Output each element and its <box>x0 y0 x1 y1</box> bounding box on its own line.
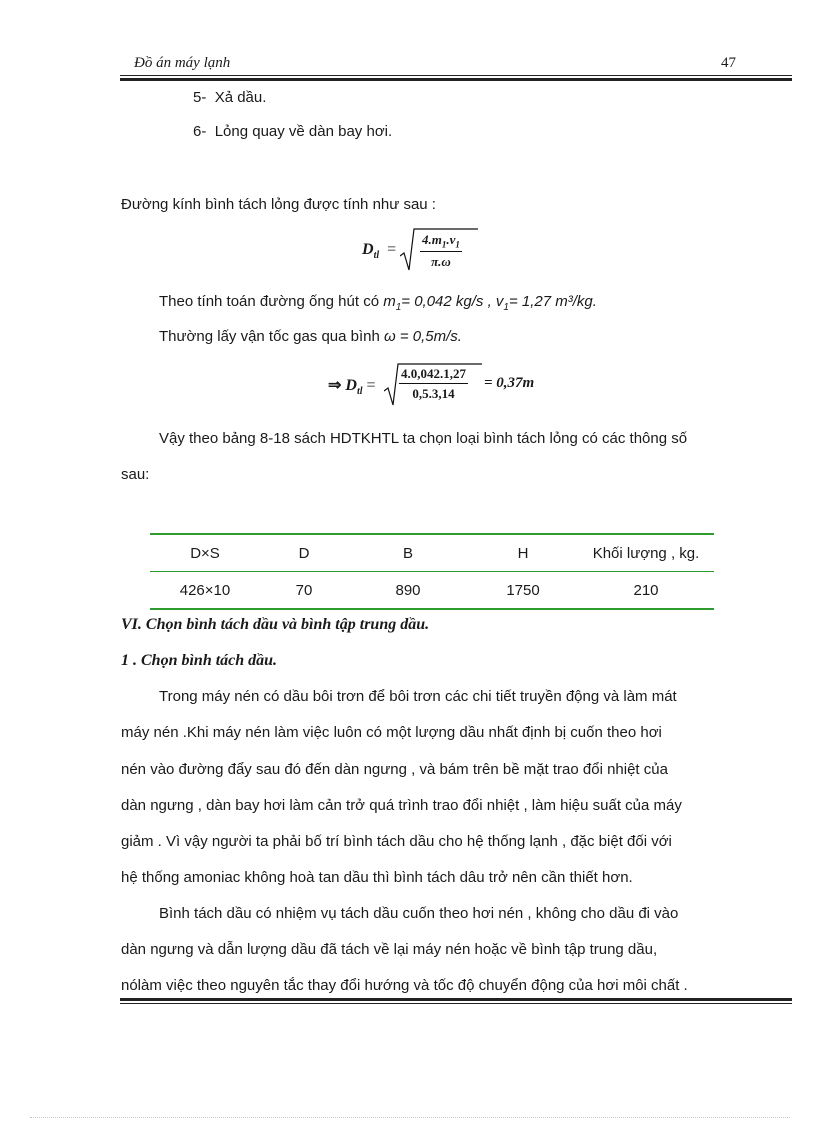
footer-rule-thin <box>120 1003 792 1004</box>
section-heading-vi: VI. Chọn bình tách dầu và bình tập trung dầu. <box>121 616 430 633</box>
list-item <box>193 89 266 106</box>
formula1-lhs: D <box>362 241 374 258</box>
calc-line-2-text: Thường lấy vận tốc gas qua bình <box>159 328 385 345</box>
selection-text-line-1: Vậy theo bảng 8-18 sách HDTKHTL ta chọn loại bình tách lỏng có các thông số <box>159 430 688 447</box>
table-cell: 1750 <box>468 572 578 610</box>
header-rule-thick <box>120 78 792 81</box>
formula2-fraction <box>399 366 468 402</box>
table-header-cell: H <box>468 534 578 572</box>
calc-line-1-text: Theo tính toán đường ống hút có <box>159 293 384 310</box>
formula1-denominator: π.ω <box>431 253 451 269</box>
v-subscript: 1 <box>503 302 509 313</box>
table-header-row <box>150 534 714 572</box>
paragraph-1-line: giảm . Vì vậy người ta phải bố trí bình tách dầu cho hệ thống lạnh , đặc biệt đối với <box>121 833 672 850</box>
formula1-num-sub1: 1 <box>441 239 447 250</box>
list-item-text: Xả dầu. <box>214 89 267 106</box>
formula2-lhs: D <box>345 377 357 394</box>
selection-text-line-2: sau: <box>121 466 150 483</box>
v-variable: v <box>495 293 504 310</box>
calc-line-1 <box>159 293 597 313</box>
calc-line-2 <box>159 328 462 345</box>
v-value: = 1,27 m³/kg. <box>508 293 597 310</box>
formula1-num-sub2: 1 <box>455 239 460 250</box>
m-variable: m <box>383 293 396 310</box>
header-rule-thin <box>120 75 792 76</box>
spec-table <box>150 533 714 610</box>
formula2-result: = 0,37m <box>484 375 535 391</box>
formula2-numerator: 4.0,042.1,27 <box>399 366 468 384</box>
table-cell: 426×10 <box>150 572 260 610</box>
list-item <box>193 123 392 140</box>
table-header-cell: B <box>348 534 468 572</box>
table-header-cell: D×S <box>150 534 260 572</box>
subsection-heading-1: 1 . Chọn bình tách dầu. <box>121 652 278 669</box>
list-item-number: 6- <box>193 123 207 140</box>
table-header-cell: D <box>260 534 348 572</box>
table-cell: 210 <box>578 572 714 610</box>
list-item-text: Lỏng quay về dàn bay hơi. <box>214 123 393 140</box>
header-title: Đồ án máy lạnh <box>134 55 231 71</box>
page-number: 47 <box>721 55 736 71</box>
m-value: = 0,042 kg/s , <box>401 293 496 310</box>
paragraph-1-line: dàn ngưng , dàn bay hơi làm cản trở quá trình trao đổi nhiệt , làm hiệu suất của máy <box>121 797 682 814</box>
formula1-fraction <box>420 232 462 270</box>
intro-sentence: Đường kính bình tách lỏng được tính như sau : <box>121 196 436 213</box>
m-subscript: 1 <box>395 302 402 313</box>
formula1-lhs-sub: tl <box>373 250 380 262</box>
table-header-cell: Khối lượng , kg. <box>578 534 714 572</box>
implies-arrow-icon: ⇒ <box>328 377 342 394</box>
paragraph-1-line: máy nén .Khi máy nén làm việc luôn có một lượng dầu nhất định bị cuốn theo hơi <box>121 724 662 741</box>
paragraph-2-line: dàn ngưng và dẫn lượng dầu đã tách về lại máy nén hoặc về bình tập trung dầu, <box>121 941 658 958</box>
paragraph-1-line: Trong máy nén có dầu bôi trơn để bôi trơn các chi tiết truyền động và làm mát <box>159 688 677 705</box>
paragraph-2-line: Bình tách dầu có nhiệm vụ tách dầu cuốn theo hơi nén , không cho dầu đi vào <box>159 905 679 922</box>
table-cell: 70 <box>260 572 348 610</box>
formula1-eq: = <box>387 241 397 258</box>
paragraph-1-line: nén vào đường đẩy sau đó đến dàn ngưng , và bám trên bề mặt trao đổi nhiệt của <box>121 761 668 778</box>
velocity-value: ω = 0,5m/s. <box>384 328 462 345</box>
table-cell: 890 <box>348 572 468 610</box>
formula1-num-mid: .v <box>446 232 456 247</box>
formula2-denominator: 0,5.3,14 <box>412 386 455 401</box>
formula2-lhs-sub: tl <box>356 386 363 398</box>
page-edge-divider <box>30 1117 790 1118</box>
formula1-numerator: 4.m <box>422 232 442 247</box>
table-row <box>150 572 714 610</box>
paragraph-1-line: hệ thống amoniac không hoà tan dầu thì bình tách dâu trở nên cần thiết hơn. <box>121 869 633 886</box>
list-item-number: 5- <box>193 89 207 106</box>
formula2-eq: = <box>366 377 376 394</box>
footer-rule-thick <box>120 998 792 1001</box>
formula-result <box>328 361 558 407</box>
paragraph-2-line: nólàm việc theo nguyên tắc thay đổi hướng và tốc độ chuyển động của hơi môi chất . <box>121 977 688 994</box>
